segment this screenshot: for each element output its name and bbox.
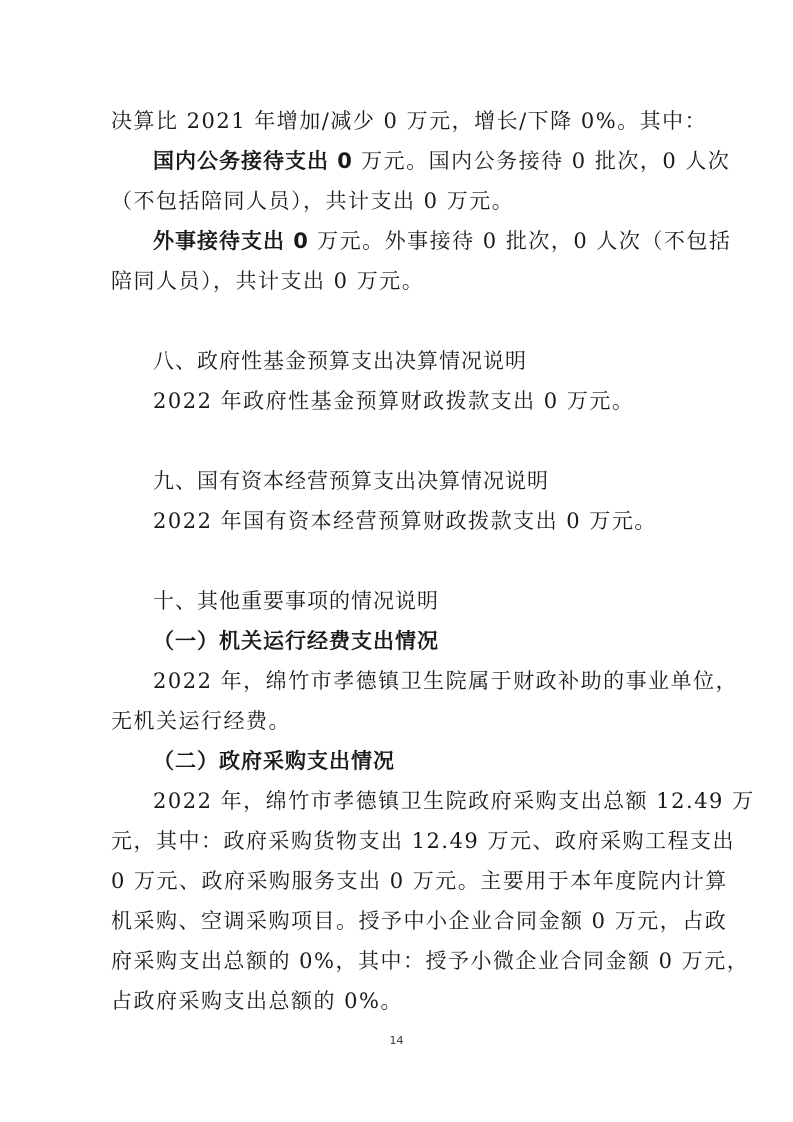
paragraph-line: 2022 年国有资本经营预算财政拨款支出 0 万元。 [153, 509, 657, 533]
subsection-heading-1: （一）机关运行经费支出情况 [153, 629, 439, 653]
paragraph-line: 无机关运行经费。 [111, 709, 291, 733]
section-heading-9: 九、国有资本经营预算支出决算情况说明 [153, 469, 549, 493]
reception-foreign-rest: 万元。外事接待 0 批次，0 人次（不包括 [308, 229, 732, 253]
paragraph-line: 陪同人员），共计支出 0 万元。 [111, 269, 425, 293]
paragraph-line: （不包括陪同人员），共计支出 0 万元。 [111, 189, 515, 213]
section-heading-10: 十、其他重要事项的情况说明 [153, 589, 439, 613]
section-heading-8: 八、政府性基金预算支出决算情况说明 [153, 349, 527, 373]
paragraph-line: 2022 年，绵竹市孝德镇卫生院政府采购支出总额 12.49 万 [153, 789, 755, 813]
reception-foreign-line [153, 227, 731, 255]
subsection-heading-2: （二）政府采购支出情况 [153, 749, 395, 773]
paragraph-line: 府采购支出总额的 0%，其中：授予小微企业合同金额 0 万元， [111, 949, 750, 973]
paragraph-line: 机采购、空调采购项目。授予中小企业合同金额 0 万元，占政 [111, 909, 728, 933]
reception-domestic-line [153, 147, 730, 175]
paragraph-line: 元，其中：政府采购货物支出 12.49 万元、政府采购工程支出 [111, 829, 735, 853]
paragraph-line: 0 万元、政府采购服务支出 0 万元。主要用于本年度院内计算 [111, 869, 728, 893]
reception-domestic-lead: 国内公务接待支出 0 [153, 149, 353, 173]
paragraph-line: 决算比 2021 年增加/减少 0 万元，增长/下降 0%。其中： [111, 109, 708, 133]
paragraph-line: 2022 年政府性基金预算财政拨款支出 0 万元。 [153, 389, 635, 413]
paragraph-line: 2022 年，绵竹市孝德镇卫生院属于财政补助的事业单位， [153, 669, 739, 693]
paragraph-line: 占政府采购支出总额的 0%。 [111, 989, 403, 1013]
reception-foreign-lead: 外事接待支出 0 [153, 229, 309, 253]
page-number: 14 [389, 1034, 404, 1047]
reception-domestic-rest: 万元。国内公务接待 0 批次，0 人次 [352, 149, 731, 173]
